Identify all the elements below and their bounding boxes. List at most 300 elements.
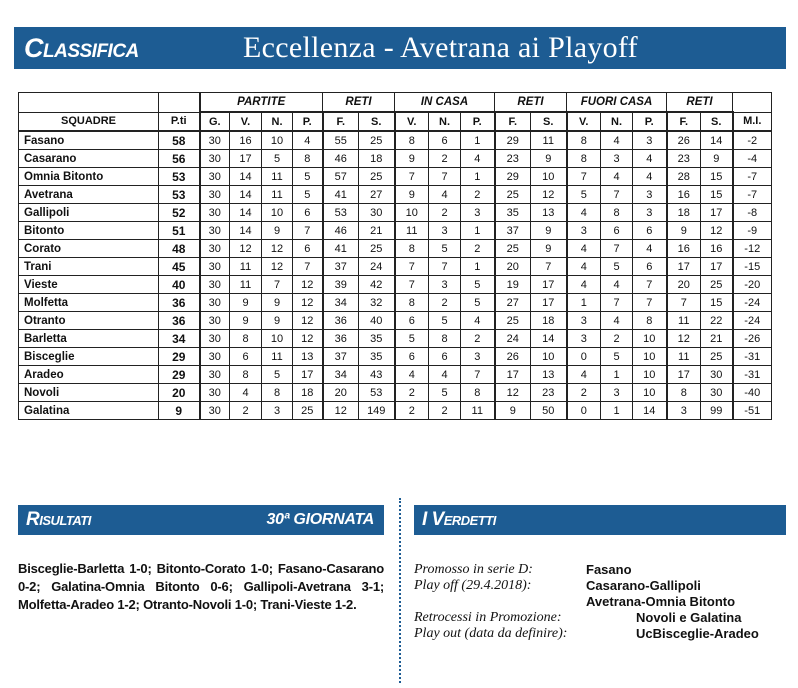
table-cell: 7 [531, 258, 567, 276]
table-cell: 18 [531, 312, 567, 330]
table-cell: 5 [601, 258, 633, 276]
column-header: F. [667, 112, 701, 131]
team-points: 58 [159, 131, 200, 150]
page-title: Eccellenza - Avetrana ai Playoff [243, 31, 638, 64]
table-cell: 9 [262, 222, 293, 240]
table-cell: 8 [567, 131, 601, 150]
results-text: Bisceglie-Barletta 1-0; Bitonto-Corato 1-0; Fasano-Casarano 0-2; Galatina-Omnia Bitonto 0-6; Gallipoli-Avetrana 3-1; Molfetta-Aradeo 1-2; Otranto-Novoli 1-0; Trani-Vieste 1-2. [18, 561, 384, 612]
header-banner [14, 27, 786, 69]
retrocessi-value: Novoli e Galatina [636, 610, 742, 625]
table-cell: 4 [429, 366, 461, 384]
table-cell: 4 [567, 240, 601, 258]
section-label: Classifica [24, 32, 139, 63]
table-cell: 18 [667, 204, 701, 222]
table-cell: 12 [293, 294, 323, 312]
table-row [19, 366, 772, 384]
team-points: 29 [159, 348, 200, 366]
table-cell: 8 [395, 131, 429, 150]
table-cell: -7 [733, 168, 772, 186]
table-cell: 25 [495, 240, 531, 258]
table-cell: 17 [293, 366, 323, 384]
table-cell: 7 [293, 258, 323, 276]
table-cell: 3 [633, 131, 667, 150]
table-cell: 36 [323, 312, 359, 330]
table-cell: 25 [701, 348, 733, 366]
table-cell: 4 [633, 150, 667, 168]
column-header: P. [633, 112, 667, 131]
table-cell: 6 [230, 348, 262, 366]
standings-table [18, 92, 772, 420]
table-cell: 43 [359, 366, 395, 384]
team-points: 56 [159, 150, 200, 168]
table-cell: 3 [567, 312, 601, 330]
team-points: 48 [159, 240, 200, 258]
table-cell: 36 [323, 330, 359, 348]
table-cell: 30 [200, 402, 230, 420]
table-cell: 12 [293, 330, 323, 348]
group-spacer [733, 93, 772, 113]
promosso-value: Fasano [586, 562, 632, 577]
table-cell: 14 [230, 222, 262, 240]
table-cell: 1 [461, 131, 495, 150]
verdicts-list [414, 562, 786, 642]
verdict-playout [414, 626, 786, 642]
table-cell: 30 [200, 186, 230, 204]
table-cell: 5 [293, 186, 323, 204]
table-cell: -2 [733, 131, 772, 150]
table-cell: 1 [601, 366, 633, 384]
table-cell: 10 [262, 330, 293, 348]
table-cell: 10 [395, 204, 429, 222]
table-cell: 11 [230, 276, 262, 294]
table-cell: -8 [733, 204, 772, 222]
column-header: S. [359, 112, 395, 131]
table-cell: 5 [429, 384, 461, 402]
playoff-value-2: Avetrana-Omnia Bitonto [586, 594, 736, 609]
table-cell: 0 [567, 402, 601, 420]
table-cell: 13 [531, 204, 567, 222]
table-cell: 32 [359, 294, 395, 312]
standings-body [19, 131, 772, 420]
table-cell: 25 [701, 276, 733, 294]
table-cell: 11 [230, 258, 262, 276]
table-cell: 16 [701, 240, 733, 258]
table-cell: 9 [230, 312, 262, 330]
table-cell: 25 [359, 131, 395, 150]
table-cell: 4 [567, 258, 601, 276]
team-name: Fasano [19, 131, 159, 150]
table-cell: 30 [200, 150, 230, 168]
risultati-label: Risultati [26, 509, 91, 530]
table-cell: 11 [262, 186, 293, 204]
table-cell: 2 [567, 384, 601, 402]
table-cell: 18 [293, 384, 323, 402]
group-reti-casa: RETI [495, 93, 567, 113]
table-cell: 27 [495, 294, 531, 312]
table-cell: 1 [567, 294, 601, 312]
table-cell: 12 [701, 222, 733, 240]
column-header: N. [601, 112, 633, 131]
table-cell: 7 [601, 294, 633, 312]
table-cell: 149 [359, 402, 395, 420]
column-header: P. [461, 112, 495, 131]
column-header: G. [200, 112, 230, 131]
column-header: N. [429, 112, 461, 131]
team-points: 53 [159, 186, 200, 204]
column-header: N. [262, 112, 293, 131]
table-cell: 9 [495, 402, 531, 420]
table-cell: 6 [293, 204, 323, 222]
table-cell: 6 [633, 258, 667, 276]
verdict-playoff [414, 578, 786, 594]
table-row [19, 240, 772, 258]
table-cell: 5 [262, 150, 293, 168]
table-cell: 25 [293, 402, 323, 420]
playoff-value-1: Casarano-Gallipoli [586, 578, 701, 593]
table-cell: -31 [733, 348, 772, 366]
table-cell: 14 [230, 186, 262, 204]
table-cell: 4 [461, 312, 495, 330]
table-cell: 30 [200, 258, 230, 276]
table-cell: 11 [667, 312, 701, 330]
team-points: 36 [159, 294, 200, 312]
column-header: P. [293, 112, 323, 131]
table-cell: 41 [323, 240, 359, 258]
column-header: V. [230, 112, 262, 131]
table-row [19, 330, 772, 348]
table-cell: 24 [359, 258, 395, 276]
table-cell: 29 [495, 131, 531, 150]
table-cell: 99 [701, 402, 733, 420]
table-cell: 9 [230, 294, 262, 312]
playout-value: UcBisceglie-Aradeo [636, 626, 759, 641]
table-cell: 1 [461, 168, 495, 186]
table-cell: 40 [359, 312, 395, 330]
table-cell: 30 [200, 366, 230, 384]
table-cell: 7 [429, 168, 461, 186]
table-cell: 11 [262, 168, 293, 186]
table-cell: 10 [633, 348, 667, 366]
column-header: M.I. [733, 112, 772, 131]
team-name: Novoli [19, 384, 159, 402]
table-cell: 34 [323, 366, 359, 384]
table-cell: 7 [633, 294, 667, 312]
table-cell: 7 [293, 222, 323, 240]
table-cell: 5 [395, 330, 429, 348]
table-cell: 35 [495, 204, 531, 222]
table-cell: 14 [701, 131, 733, 150]
table-cell: 14 [531, 330, 567, 348]
team-points: 40 [159, 276, 200, 294]
table-cell: 2 [601, 330, 633, 348]
table-cell: 5 [262, 366, 293, 384]
table-cell: 5 [429, 312, 461, 330]
table-cell: 34 [323, 294, 359, 312]
table-cell: 9 [395, 186, 429, 204]
table-cell: 30 [200, 384, 230, 402]
table-cell: 2 [461, 186, 495, 204]
table-cell: 9 [701, 150, 733, 168]
table-cell: 4 [395, 366, 429, 384]
table-cell: 39 [323, 276, 359, 294]
table-cell: 15 [701, 294, 733, 312]
table-cell: 25 [359, 240, 395, 258]
column-header: SQUADRE [19, 112, 159, 131]
table-cell: 9 [531, 222, 567, 240]
table-row [19, 294, 772, 312]
table-cell: 2 [429, 204, 461, 222]
table-cell: 30 [200, 294, 230, 312]
table-cell: 50 [531, 402, 567, 420]
table-cell: 7 [567, 168, 601, 186]
table-cell: 12 [293, 312, 323, 330]
table-cell: 7 [601, 240, 633, 258]
table-cell: 21 [701, 330, 733, 348]
table-cell: 4 [601, 312, 633, 330]
team-name: Molfetta [19, 294, 159, 312]
table-cell: 30 [200, 330, 230, 348]
table-cell: 10 [262, 204, 293, 222]
table-cell: 5 [429, 240, 461, 258]
table-cell: 15 [701, 186, 733, 204]
table-row [19, 348, 772, 366]
table-cell: 35 [359, 348, 395, 366]
table-cell: 8 [429, 330, 461, 348]
dotted-divider [399, 498, 401, 683]
table-cell: 8 [230, 330, 262, 348]
table-cell: 27 [359, 186, 395, 204]
table-cell: 46 [323, 150, 359, 168]
table-cell: 2 [230, 402, 262, 420]
team-name: Corato [19, 240, 159, 258]
column-header: P.ti [159, 112, 200, 131]
risultati-header [18, 505, 384, 535]
column-header-row [19, 112, 772, 131]
team-points: 34 [159, 330, 200, 348]
table-cell: 16 [230, 131, 262, 150]
team-name: Otranto [19, 312, 159, 330]
table-cell: 10 [531, 348, 567, 366]
table-cell: 1 [461, 258, 495, 276]
table-cell: 17 [531, 276, 567, 294]
table-cell: 30 [200, 131, 230, 150]
table-cell: 10 [262, 131, 293, 150]
table-cell: -31 [733, 366, 772, 384]
table-cell: 30 [200, 222, 230, 240]
table-cell: 3 [567, 330, 601, 348]
table-cell: 35 [359, 330, 395, 348]
column-header: F. [323, 112, 359, 131]
team-points: 20 [159, 384, 200, 402]
table-cell: 11 [262, 348, 293, 366]
table-cell: 37 [323, 258, 359, 276]
table-cell: 37 [495, 222, 531, 240]
table-cell: 4 [601, 131, 633, 150]
table-cell: 7 [395, 168, 429, 186]
table-cell: 11 [667, 348, 701, 366]
table-cell: 17 [667, 258, 701, 276]
table-cell: 2 [429, 402, 461, 420]
table-cell: 6 [601, 222, 633, 240]
table-row [19, 384, 772, 402]
table-cell: 8 [395, 240, 429, 258]
table-row [19, 312, 772, 330]
team-name: Aradeo [19, 366, 159, 384]
table-cell: 4 [567, 276, 601, 294]
table-cell: 11 [461, 402, 495, 420]
table-cell: 17 [230, 150, 262, 168]
table-cell: 5 [293, 168, 323, 186]
column-header: F. [495, 112, 531, 131]
table-cell: 4 [633, 240, 667, 258]
giornata-label: 30ª GIORNATA [266, 511, 374, 528]
group-reti-fuori: RETI [667, 93, 733, 113]
table-cell: 37 [323, 348, 359, 366]
table-cell: 7 [633, 276, 667, 294]
table-cell: 4 [633, 168, 667, 186]
verdict-retrocessi [414, 610, 786, 626]
table-cell: 16 [667, 240, 701, 258]
table-cell: 4 [429, 186, 461, 204]
table-cell: 5 [461, 276, 495, 294]
table-cell: 6 [395, 348, 429, 366]
promosso-label: Promosso in serie D: [414, 562, 533, 577]
table-cell: 30 [701, 384, 733, 402]
table-cell: 3 [461, 204, 495, 222]
table-cell: 7 [395, 276, 429, 294]
table-cell: 12 [495, 384, 531, 402]
table-cell: 3 [429, 222, 461, 240]
column-header: V. [567, 112, 601, 131]
table-cell: 20 [323, 384, 359, 402]
table-cell: -51 [733, 402, 772, 420]
table-cell: 11 [531, 131, 567, 150]
table-cell: 10 [531, 168, 567, 186]
table-cell: -4 [733, 150, 772, 168]
table-cell: 7 [395, 258, 429, 276]
table-cell: 57 [323, 168, 359, 186]
table-cell: 30 [200, 348, 230, 366]
table-cell: 3 [429, 276, 461, 294]
table-cell: 28 [667, 168, 701, 186]
table-cell: 6 [293, 240, 323, 258]
table-row [19, 131, 772, 150]
table-cell: 14 [633, 402, 667, 420]
table-cell: 7 [262, 276, 293, 294]
table-row [19, 150, 772, 168]
table-cell: 10 [633, 384, 667, 402]
table-row [19, 222, 772, 240]
table-cell: -24 [733, 294, 772, 312]
table-cell: 8 [230, 366, 262, 384]
table-cell: 22 [701, 312, 733, 330]
group-spacer [159, 93, 200, 113]
group-header-row [19, 93, 772, 113]
table-cell: 2 [395, 384, 429, 402]
table-cell: 23 [667, 150, 701, 168]
team-name: Casarano [19, 150, 159, 168]
table-cell: 19 [495, 276, 531, 294]
table-cell: -26 [733, 330, 772, 348]
table-cell: 25 [495, 186, 531, 204]
table-cell: 5 [601, 348, 633, 366]
table-cell: 3 [461, 348, 495, 366]
table-cell: 4 [293, 131, 323, 150]
table-cell: 53 [359, 384, 395, 402]
table-cell: 7 [601, 186, 633, 204]
table-cell: 3 [633, 204, 667, 222]
team-name: Barletta [19, 330, 159, 348]
table-row [19, 402, 772, 420]
table-cell: 42 [359, 276, 395, 294]
table-cell: -20 [733, 276, 772, 294]
group-partite: PARTITE [200, 93, 323, 113]
table-cell: 23 [495, 150, 531, 168]
table-cell: 6 [395, 312, 429, 330]
table-cell: 41 [323, 186, 359, 204]
table-cell: 3 [667, 402, 701, 420]
table-cell: 0 [567, 348, 601, 366]
table-cell: 25 [359, 168, 395, 186]
verdict-promosso [414, 562, 786, 578]
table-cell: 6 [429, 131, 461, 150]
table-cell: 17 [667, 366, 701, 384]
team-name: Galatina [19, 402, 159, 420]
table-cell: 7 [461, 366, 495, 384]
table-cell: 12 [293, 276, 323, 294]
table-row [19, 204, 772, 222]
table-cell: 10 [633, 330, 667, 348]
table-cell: 4 [601, 276, 633, 294]
table-cell: 14 [230, 168, 262, 186]
table-cell: 4 [601, 168, 633, 186]
playout-label: Play out (data da definire): [414, 626, 568, 641]
table-cell: 21 [359, 222, 395, 240]
table-row [19, 258, 772, 276]
column-header: S. [701, 112, 733, 131]
table-cell: 30 [200, 168, 230, 186]
table-cell: 8 [633, 312, 667, 330]
table-cell: 17 [701, 258, 733, 276]
table-cell: 2 [461, 240, 495, 258]
table-cell: 6 [429, 348, 461, 366]
table-cell: 12 [323, 402, 359, 420]
verdetti-label: I Verdetti [422, 509, 496, 530]
table-cell: 15 [701, 168, 733, 186]
team-name: Avetrana [19, 186, 159, 204]
table-cell: 4 [567, 366, 601, 384]
team-name: Trani [19, 258, 159, 276]
table-cell: 2 [429, 294, 461, 312]
group-spacer [19, 93, 159, 113]
table-cell: 30 [200, 276, 230, 294]
table-cell: 30 [200, 312, 230, 330]
table-cell: 8 [601, 204, 633, 222]
table-cell: 13 [293, 348, 323, 366]
table-cell: 30 [701, 366, 733, 384]
table-row [19, 168, 772, 186]
team-points: 45 [159, 258, 200, 276]
team-name: Bitonto [19, 222, 159, 240]
table-cell: -24 [733, 312, 772, 330]
table-cell: 1 [461, 222, 495, 240]
table-cell: 9 [395, 150, 429, 168]
table-cell: 8 [667, 384, 701, 402]
playoff-label: Play off (29.4.2018): [414, 578, 532, 593]
table-cell: 18 [359, 150, 395, 168]
team-name: Bisceglie [19, 348, 159, 366]
table-cell: 16 [667, 186, 701, 204]
